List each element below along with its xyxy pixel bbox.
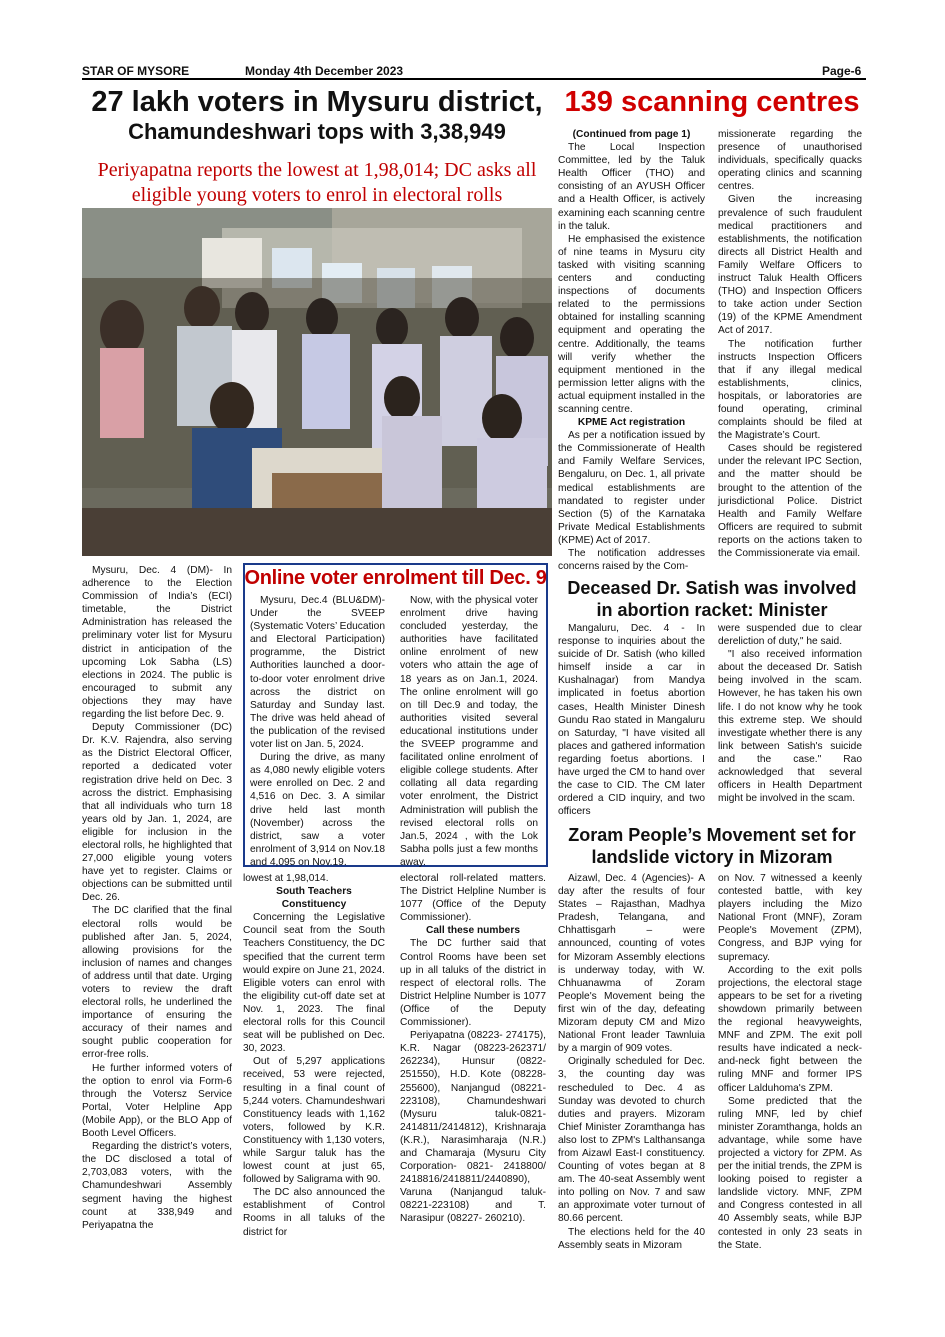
main-headline[interactable] (82, 86, 552, 145)
paragraph: The notification addresses concerns raised by the Com- (558, 548, 705, 573)
satish-col-a (558, 622, 705, 818)
box-col-left (250, 594, 385, 869)
paragraph: Periyapatna (08223- 274175), K.R. Nagar (08223-262371/ 262234), Hunsur (0822- 251550), H.D. Kote (08228- 255600), Nanjangud (08221- 223108), Chamundeshwari (Mysuru taluk-0821- 2414811/2414812), Krishnaraja (K.R.), Narasimharaja (N.R.) and Chamaraja (Mysuru City Corporation- 0821- 2418800/ 2418816/2418811/2440890), Varuna (Nanjangud taluk- 08221-223108) and T. Narasipur (08227- 260210). (400, 1030, 546, 1225)
paragraph: The DC also announced the establishment of Control Rooms in all taluks of the district for (243, 1187, 385, 1238)
satish-headline[interactable] (558, 578, 866, 621)
paragraph: Originally scheduled for Dec. 3, the counting day was rescheduled to Dec. 4 as Sunday was devoted to church duties and prayers. Mizoram Chief Minister Zoramthanga has also lost to ZPM's Lalthansanga from Aizawl East-I constituency. Counting of votes began at 8 am. The 40-seat Assembly went into polling on Nov. 7 and saw an approximate voter turnout of 80.66 percent. (558, 1056, 705, 1225)
photo-icon (82, 208, 552, 556)
paragraph: Out of 5,297 applications received, 53 were rejected, resulting in a final count of 5,244 voters. Chamundeshwari Constituency leads with 1,162 voters, followed by K.R. Constituency with 1,130 voters, while Sargur taluk has the lowest count at just 65, followed by Saligrama with 90. (243, 1056, 385, 1186)
main-headline-line2: Chamundeshwari tops with 3,38,949 (128, 119, 506, 145)
zoram-col-a (558, 872, 705, 1252)
zoram-headline-line2: landslide victory in Mizoram (591, 846, 833, 867)
paper-name: STAR OF MYSORE (82, 64, 190, 78)
paragraph: According to the exit polls projections, the electoral stage appears to be set for a riveting showdown primarily between the regional heavyweights, MNF and ZPM. The exit poll results have indicated a neck-and-neck fight between the ruling MNF and former IPS officer Lalduhoma's ZPM. (718, 964, 862, 1094)
scanning-headline[interactable]: 139 scanning centres (564, 86, 860, 118)
paragraph: Concerning the Legislative Council seat from the South Teachers Constituency, the DC specified that the current term would expire on June 21, 2024. Eligible voters can enrol with the eligibility cut-off date set at Nov. 1, 2023. The final electoral rolls for this Council seat will be published on Dec. 30, 2023. (243, 912, 385, 1055)
satish-col-b (718, 622, 862, 805)
main-headline-line1: 27 lakh voters in Mysuru district, (91, 86, 543, 118)
box-col-right (400, 594, 538, 869)
paragraph: lowest at 1,98,014. (243, 873, 329, 884)
zoram-col-b (718, 872, 862, 1252)
header-rule (82, 78, 866, 80)
main-story-col3 (400, 872, 546, 1226)
satish-headline-line1: Deceased Dr. Satish was involved (567, 578, 857, 598)
paragraph: The notification further instructs Inspection Officers that if any illegal medical establishments, clinics, hospitals, or laboratories are found operating, criminal complaints should be filed at the Magistrate’s Court. (718, 338, 862, 442)
paragraph: on Nov. 7 witnessed a keenly contested battle, with key players including the Mizo National Front (MNF), Zoram People's Movement (ZPM), Congress, and BJP vying for supremacy. (718, 873, 862, 963)
paragraph: "I also received information about the deceased Dr. Satish being involved in the scam. However, he has taken his own life. I do not know why he took this extreme step. We should investigate whether there is any link between Satish's suicide and the case." Rao acknowledged that several officers in Health Department might be involved in the scam. (718, 649, 862, 805)
paragraph: The Local Inspection Committee, led by the Taluk Health Officer (THO) and consisting of an AYUSH Officer and a Health Officer, is actively examining each scanning centre in the taluk. (558, 142, 705, 232)
paragraph: missionerate regarding the presence of unauthorised individuals, specifically quacks operating clinics and scanning centres. (718, 129, 862, 193)
satish-headline-line2: in abortion racket: Minister (596, 599, 828, 620)
paragraph: He emphasised the existence of nine teams in Mysuru city tasked with visiting scanning centers and conducting inspections of documents related to the permissions obtained for installing scanning equipment and operating the centre. Additionally, the teams will verify whether the equipment mentioned in the permission letter aligns with the actual equipment installed in the scanning centre. (558, 233, 705, 415)
issue-date: Monday 4th December 2023 (245, 64, 404, 78)
main-story-col1 (82, 564, 232, 1232)
paragraph: The DC further said that Control Rooms have been set up in all taluks of the district in respect of electoral rolls. The District Helpline Number is 1077 (Office of the Deputy Commissioner). (400, 938, 546, 1029)
paragraph: The elections held for the 40 Assembly seats in Mizoram (558, 1226, 705, 1251)
paragraph: He further informed voters of the option to enrol via Form-6 through the Votersz Service Portal, Voter Helpline App (Mobile App), or the BLO App of Booth Level Officers. (82, 1062, 232, 1140)
paragraph: electoral roll-related matters. The District Helpline Number is 1077 (Office of the Deputy Commissioner). (400, 873, 546, 924)
zoram-headline-line1: Zoram People’s Movement set for (568, 825, 856, 845)
subhead-south-teachers: South Teachers Constituency (276, 886, 352, 911)
main-story-col2 (243, 872, 385, 1239)
scan-col-b (718, 128, 862, 560)
paragraph: Mysuru, Dec. 4 (DM)- In adherence to the Election Commission of India’s (ECI) timetable, the District Administration has released the preliminary voter list for Mysuru district in anticipation of the upcoming Lok Sabha (LS) elections in 2024. The public is encouraged to submit any objections they may have regarding the list before Dec. 9. (82, 565, 232, 721)
page-number: Page-6 (822, 64, 862, 78)
paragraph: Some predicted that the ruling MNF, led by chief minister Zoramthanga, holds an advantage, while some have projected a victory for ZPM. As per the initial trends, the ZPM is looking poised to register a landslide victory. MNF, ZPM and Congress contested in all 40 Assembly seats, while BJP contested in only 23 seats in the State. (718, 1095, 862, 1251)
paragraph: were suspended due to clear dereliction of duty," he said. (718, 623, 862, 648)
paragraph: Aizawl, Dec. 4 (Agencies)- A day after the results of four States – Rajasthan, Madhya Pradesh, Telangana, and Chhattisgarh – were announced, counting of votes for Mizoram Assembly elections is underway today, with W. Chhuanawma of Zoram People's Movement being the first win of the day, defeating Mizoram deputy CM and Mizo National Front leader Tawnluia by a margin of 909 votes. (558, 873, 705, 1055)
news-photo (82, 208, 552, 556)
paragraph: As per a notification issued by the Commissionerate of Health and Family Welfare Services, Bengaluru, on Dec. 1, all private medical establishments are mandated to register under Section (5) of the Karnataka Private Medical Establishments (KPME) Act of 2017. (558, 430, 705, 546)
paragraph: During the drive, as many as 4,080 newly eligible voters were enrolled on Dec. 2 and 4,516 on Dec. 3. A similar drive held last month (November) across the district, saw a voter enrolment of 3,914 on Nov.18 and 4,095 on Nov.19. (250, 752, 385, 868)
zoram-headline[interactable] (558, 825, 866, 868)
paragraph: Cases should be registered under the relevant IPC Section, and the matter should be brought to the attention of the jurisdictional Police. District Health and Family Welfare Officers are required to submit reports on the actions taken to the Commissionerate via email. (718, 443, 862, 559)
paragraph: Mysuru, Dec.4 (BLU&DM)- Under the SVEEP (Systematic Voters’ Education and Electoral Participation) programme, the District Authorities launched a door-to-door voter enrolment drive across the district on Saturday and Sunday last. The drive was held ahead of the publication of the revised voter list on Jan. 5, 2024. (250, 595, 385, 751)
scan-col-a (558, 128, 705, 573)
paragraph: The DC clarified that the final electoral rolls would be published after Jan. 5, 2024, allowing provisions for the inclusion of names and changes of address until that date. Urging voters to review the draft electoral rolls, he underlined the importance of ensuring the accuracy of their names and sought public cooperation for error-free rolls. (82, 905, 232, 1061)
subhead-kpme: KPME Act registration (577, 417, 686, 429)
paragraph: Regarding the district’s voters, the DC disclosed a total of 2,703,083 voters, with the Chamundeshwari Assembly segment having the highest count at 338,949 and Periyapatna the (82, 1141, 232, 1231)
box-headline[interactable]: Online voter enrolment till Dec. 9 (244, 567, 547, 589)
subhead-call-numbers: Call these numbers (426, 925, 520, 937)
paragraph: Deputy Commissioner (DC) Dr. K.V. Rajendra, also serving as the District Electoral Officer, reported a dedicated voter registration drive held on Dec. 3 across the district. Emphasising that all individuals who turn 18 years old by Jan. 1, 2024, are eligible for inclusion in the electoral rolls, he highlighted that 27,000 eligible young voters have yet to register. Claims or objections can be submitted until Dec. 26. (82, 722, 232, 904)
paragraph: Now, with the physical voter enrolment drive having concluded yesterday, the authorities have facilitated online enrolment of new voters who attain the age of 18 years as on Jan.1, 2024. The online enrolment will go on till Dec.9 and today, the authorities visited several educational institutions under the SVEEP programme and facilitated online enrolment of eligible college students. After collating all data regarding voter enrolment, the District Administration will publish the revised electoral rolls on Jan.5, 2024 , with the Lok Sabha polls just a few months away. (400, 595, 538, 868)
paragraph: Mangaluru, Dec. 4 - In response to inquiries about the suicide of Dr. Satish (who killed himself inside a car in Kushalnagar) from Mandya implicated in foetus abortion cases, Health Minister Dinesh Gundu Rao stated in Mangaluru on Saturday, "I have visited all places and gathered information regarding foetus abortions. I have urged the CM to hand over the case to CID. The CM later ordered a CID inquiry, and two officers (558, 623, 705, 818)
paragraph: Given the increasing prevalence of such fraudulent medical practitioners and establishments, the notification directs all District Health and Family Welfare Officers to instruct Taluk Health Officers (THO) and Inspection Officers to take action under Section (19) of the KPME Amendment Act of 2017. (718, 194, 862, 337)
continued-note: (Continued from page 1) (572, 129, 691, 140)
main-subhead: Periyapatna reports the lowest at 1,98,014; DC asks all eligible young voters to enrol in electoral rolls (97, 159, 537, 206)
